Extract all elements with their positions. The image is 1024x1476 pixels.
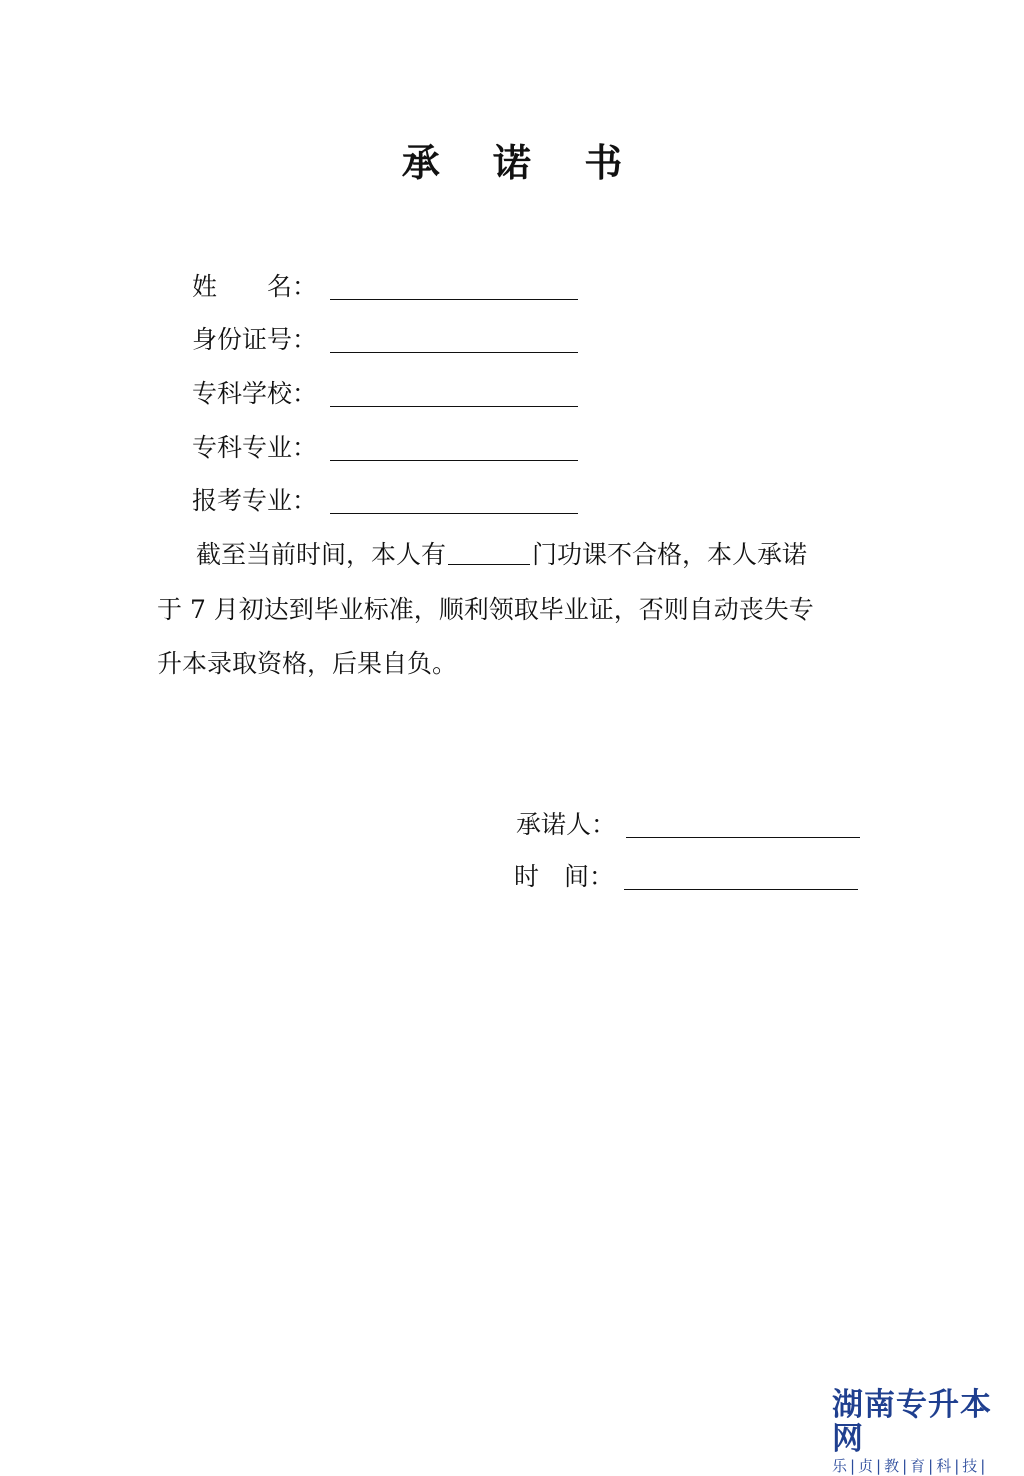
field-college-major-blank bbox=[330, 460, 578, 461]
field-college bbox=[192, 377, 330, 411]
field-applied-major bbox=[192, 484, 330, 518]
watermark-name: 湖南专升本网 bbox=[832, 1387, 992, 1457]
time-signature bbox=[514, 860, 614, 894]
promisor-label: 承诺人： bbox=[516, 810, 617, 839]
watermark-logo bbox=[832, 1387, 1020, 1475]
watermark-slogan: 乐|贞|教|育|科|技| bbox=[832, 1457, 989, 1475]
field-id-number-blank bbox=[330, 352, 578, 353]
field-college-label: 专科学校： bbox=[192, 379, 318, 408]
statement-line-1 bbox=[196, 538, 916, 572]
promisor-signature bbox=[516, 808, 616, 842]
field-applied-major-label: 报考专业： bbox=[192, 486, 318, 515]
statement-line-2: 于 7 月初达到毕业标准，顺利领取毕业证，否则自动丧失专 bbox=[157, 595, 814, 624]
promisor-blank bbox=[626, 837, 860, 838]
statement-line-3: 升本录取资格，后果自负。 bbox=[157, 649, 458, 678]
document-title: 承 诺 书 bbox=[401, 140, 643, 185]
field-id-number-label: 身份证号： bbox=[192, 325, 318, 354]
statement-line-1-start: 截至当前时间，本人有 bbox=[196, 540, 447, 569]
time-label: 时 间： bbox=[514, 862, 615, 891]
field-name-blank bbox=[330, 299, 578, 300]
field-college-major-label: 专科专业： bbox=[192, 433, 318, 462]
field-college-blank bbox=[330, 406, 578, 407]
time-blank bbox=[624, 889, 858, 890]
failed-courses-blank bbox=[448, 538, 530, 565]
field-id-number bbox=[192, 323, 330, 357]
field-name-label: 姓 名： bbox=[192, 272, 318, 301]
statement-line-1-end: 门功课不合格，本人承诺 bbox=[532, 540, 808, 569]
field-name bbox=[192, 270, 330, 304]
field-college-major bbox=[192, 431, 330, 465]
field-applied-major-blank bbox=[330, 513, 578, 514]
